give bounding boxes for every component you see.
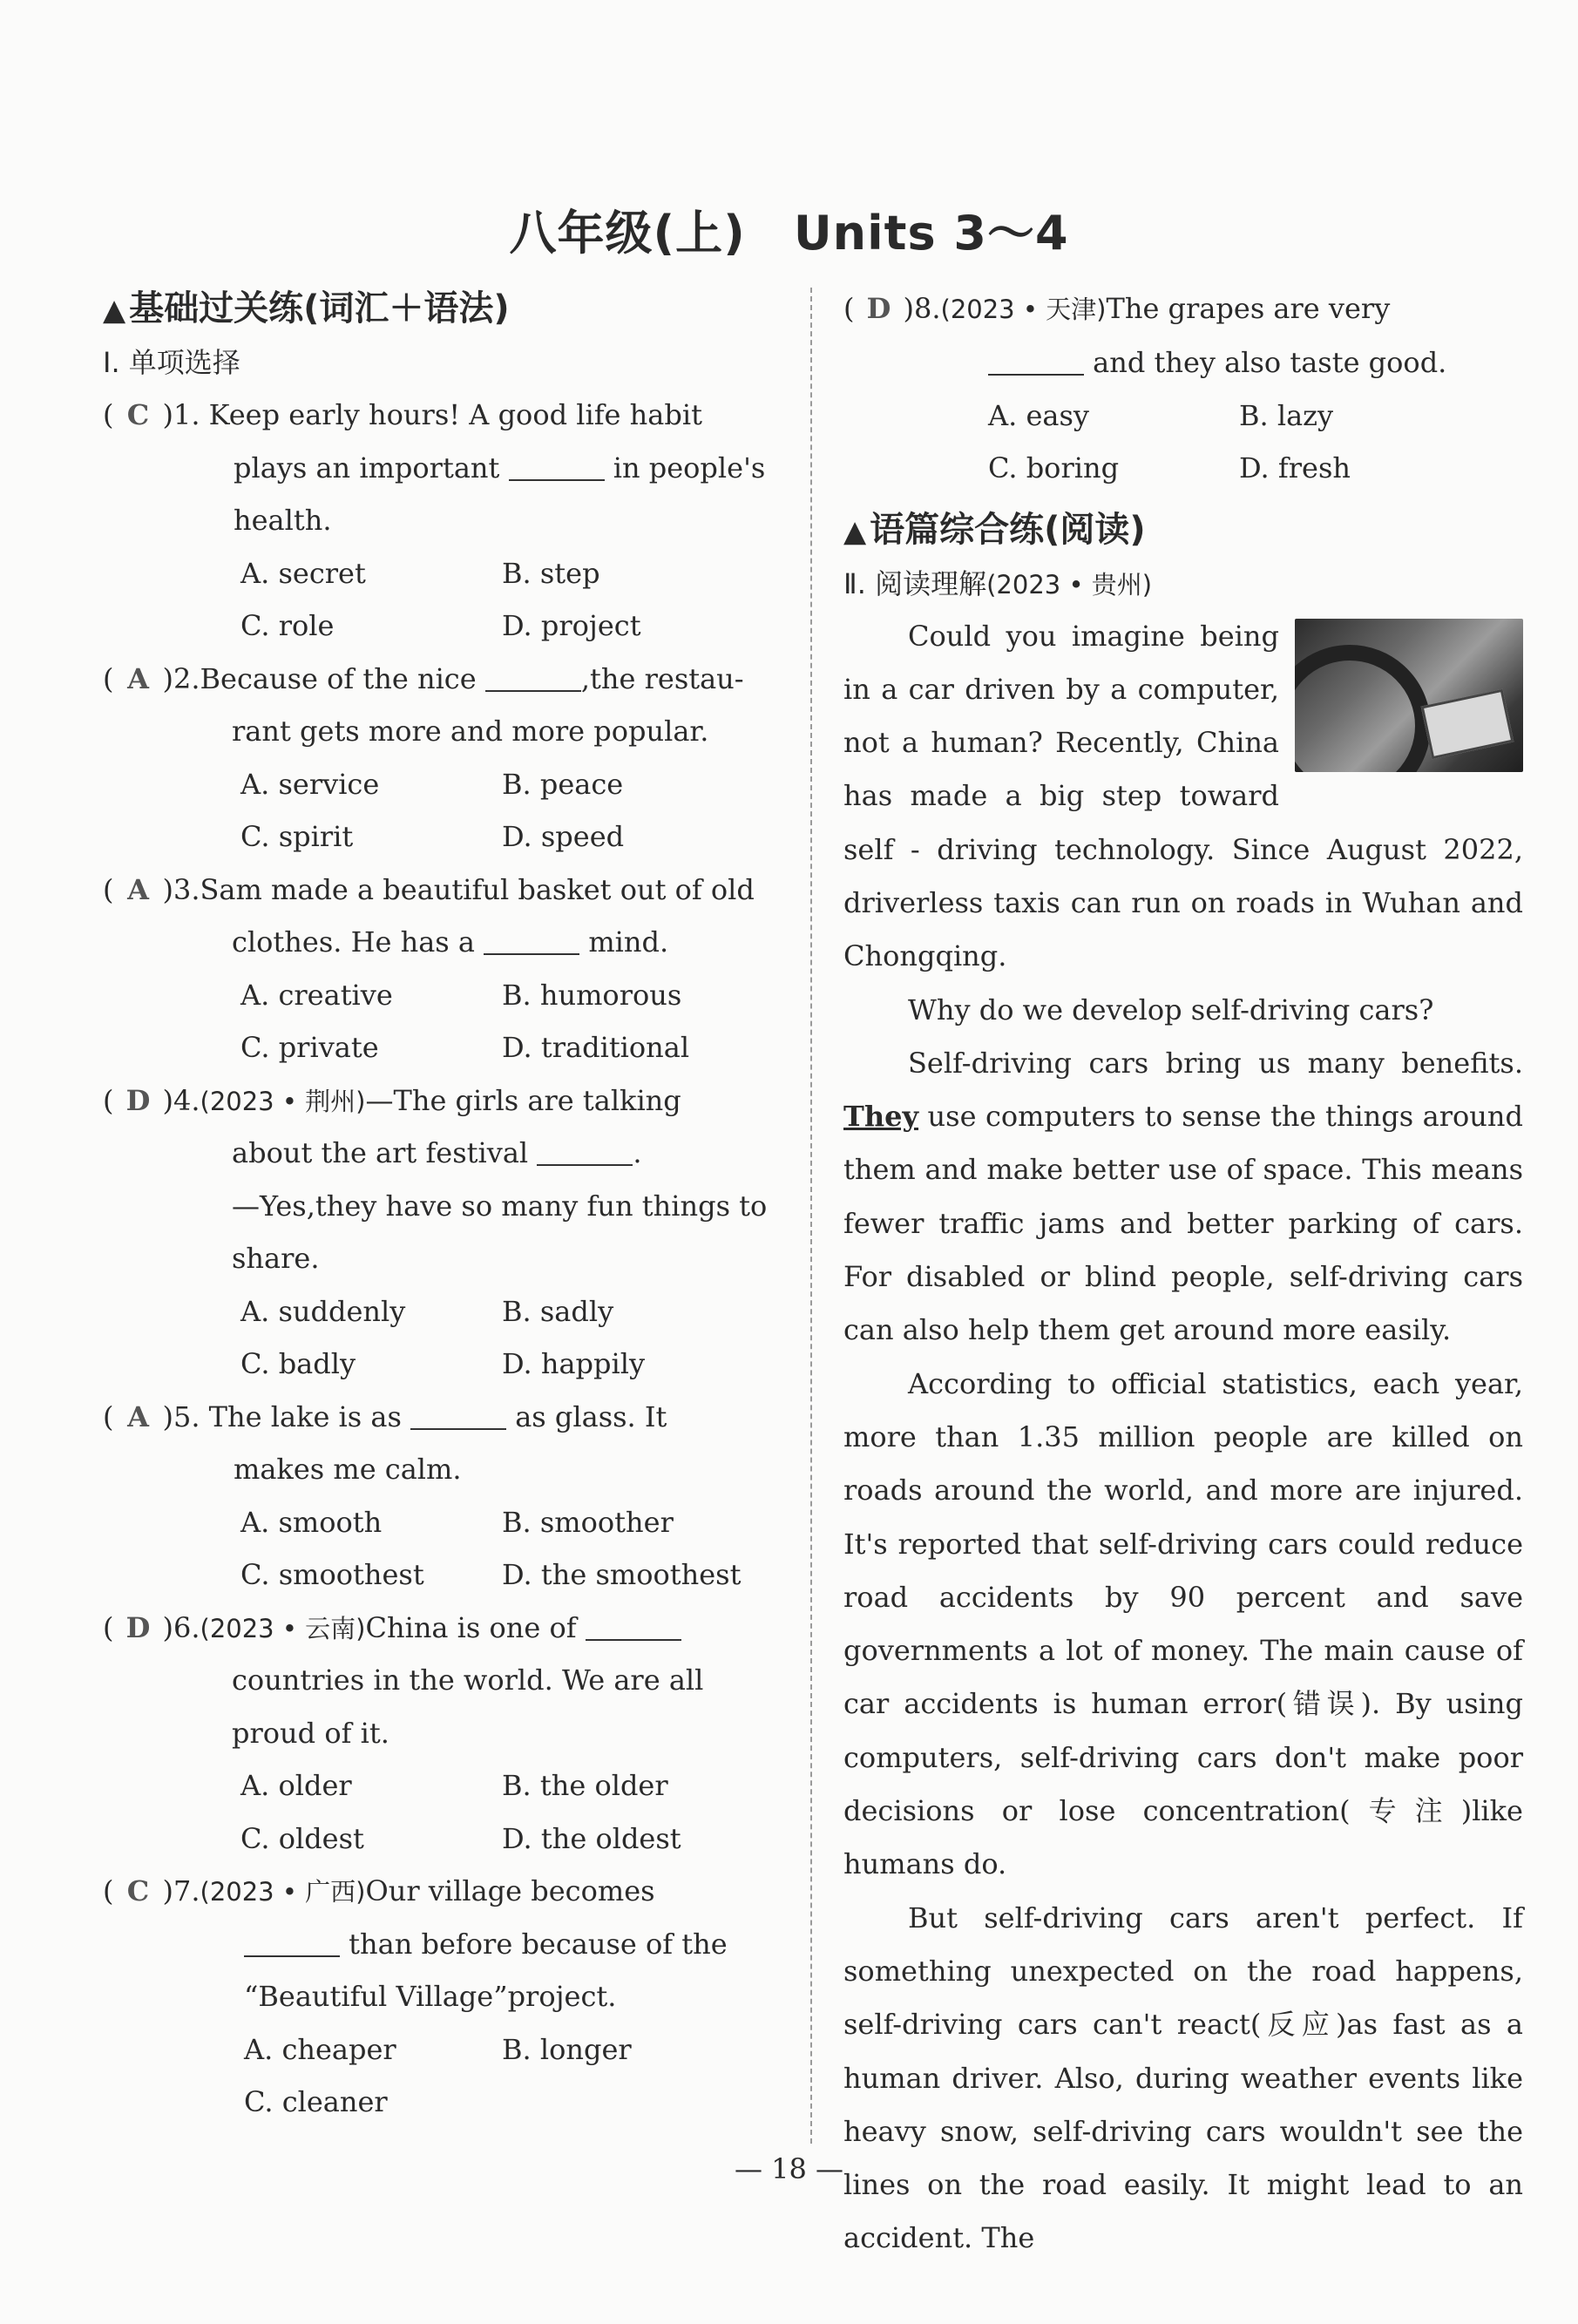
passage-paragraph-5: But self-driving cars aren't perfect. If something unexpected on the road happens, self-driving cars can't react(反应)as fast as a human driver. Also, during weather events like heavy snow, self-driving cars wouldn't see the lines on the road easily. It might lead to an accident. The: [843, 1901, 1523, 2255]
source-tag: (2023 • 广西): [200, 1877, 366, 1907]
passage-paragraph-1: Could you imagine being in a car driven by a computer, not a human? Recently, China has made a big step toward self - driving technology. Since August 2022, driverless taxis can run on roads in Wuhan and Chongqing.: [843, 619, 1523, 973]
answer-blank: [586, 1613, 681, 1641]
question-4: ( D )4.(2023 • 荆州)—The girls are talking about the art festival . —Yes,they have so many fun things to share. A. suddenly B. sadly C. badly D. happily: [103, 1074, 781, 1391]
steering-wheel-shape: [1295, 645, 1431, 772]
answer-blank: [410, 1402, 506, 1430]
triangle-icon: ▲: [103, 293, 126, 328]
section-heading-basics: ▲ 基础过关练(词汇＋语法): [103, 288, 510, 329]
left-column: [103, 281, 781, 2129]
answer-blank: [509, 453, 605, 481]
question-3: ( A )3.Sam made a beautiful basket out of old clothes. He has a mind. A. creative B. humorous C. private D. traditional: [103, 864, 781, 1074]
page-title: 八年级(上) Units 3～4: [509, 206, 1069, 261]
right-column: [843, 281, 1523, 2266]
subheading-single-choice: Ⅰ. 单项选择: [103, 346, 240, 379]
self-driving-car-photo: [1295, 619, 1523, 772]
answer-1: C: [126, 398, 150, 431]
page-number: — 18 —: [734, 2152, 844, 2185]
answer-7: C: [126, 1874, 150, 1907]
answer-6: D: [125, 1610, 151, 1644]
question-8: ( D )8.(2023 • 天津)The grapes are very and they also taste good. A. easy B. lazy C. boring D. fresh: [843, 281, 1523, 495]
answer-4: D: [125, 1083, 151, 1117]
answer-5: A: [127, 1399, 149, 1433]
underlined-word-they: They: [843, 1100, 919, 1134]
answer-3: A: [127, 872, 149, 906]
answer-2: A: [127, 661, 149, 695]
source-tag: (2023 • 云南): [200, 1613, 366, 1643]
answer-blank: [244, 1929, 340, 1957]
source-tag: (2023 • 天津): [940, 295, 1107, 324]
column-divider: [810, 288, 812, 2144]
laptop-shape: [1421, 688, 1514, 759]
section-heading-reading: ▲ 语篇综合练(阅读): [843, 509, 1146, 550]
answer-blank: [537, 1138, 633, 1166]
triangle-icon: ▲: [843, 513, 867, 549]
answer-8: D: [866, 292, 891, 325]
question-2: ( A )2.Because of the nice ,the restau- rant gets more and more popular. A. service B. peace C. spirit D. speed: [103, 653, 781, 864]
source-tag: (2023 • 荆州): [200, 1086, 366, 1116]
passage-paragraph-3: Self-driving cars bring us many benefits. They use computers to sense the things around them and make better use of space. This means fewer traffic jams and better parking of cars. For disabled or blind people, self-driving cars can also help them get around more easily.: [843, 1046, 1524, 1347]
question-6: ( D )6.(2023 • 云南)China is one of countries in the world. We are all proud of it. A. older B. the older C. oldest D. the oldest: [103, 1602, 781, 1866]
question-1: ( C )1. Keep early hours! A good life habit plays an important in people's health. A. secret B. step C. role D. project: [103, 389, 781, 653]
passage-paragraph-4: According to official statistics, each year, more than 1.35 million people are killed on roads around the world, and more are injured. It's reported that self-driving cars could reduce road accidents by 90 percent and save governments a lot of money. The main cause of car accidents is human error(错误). By using computers, self-driving cars don't make poor decisions or lose concentration(专注)like humans do.: [843, 1366, 1523, 1881]
answer-blank: [484, 927, 579, 955]
question-5: ( A )5. The lake is as as glass. It makes me calm. A. smooth B. smoother C. smoothest D. the smoothest: [103, 1391, 781, 1602]
answer-blank: [988, 348, 1084, 376]
answer-blank: [485, 664, 581, 692]
subheading-reading-comprehension: Ⅱ. 阅读理解(2023 • 贵州): [843, 566, 1153, 600]
passage-paragraph-2: Why do we develop self-driving cars?: [908, 993, 1434, 1026]
question-7: ( C )7.(2023 • 广西)Our village becomes than before because of the “Beautiful Village”project. A. cheaper B. longer C. cleaner: [103, 1865, 781, 2129]
